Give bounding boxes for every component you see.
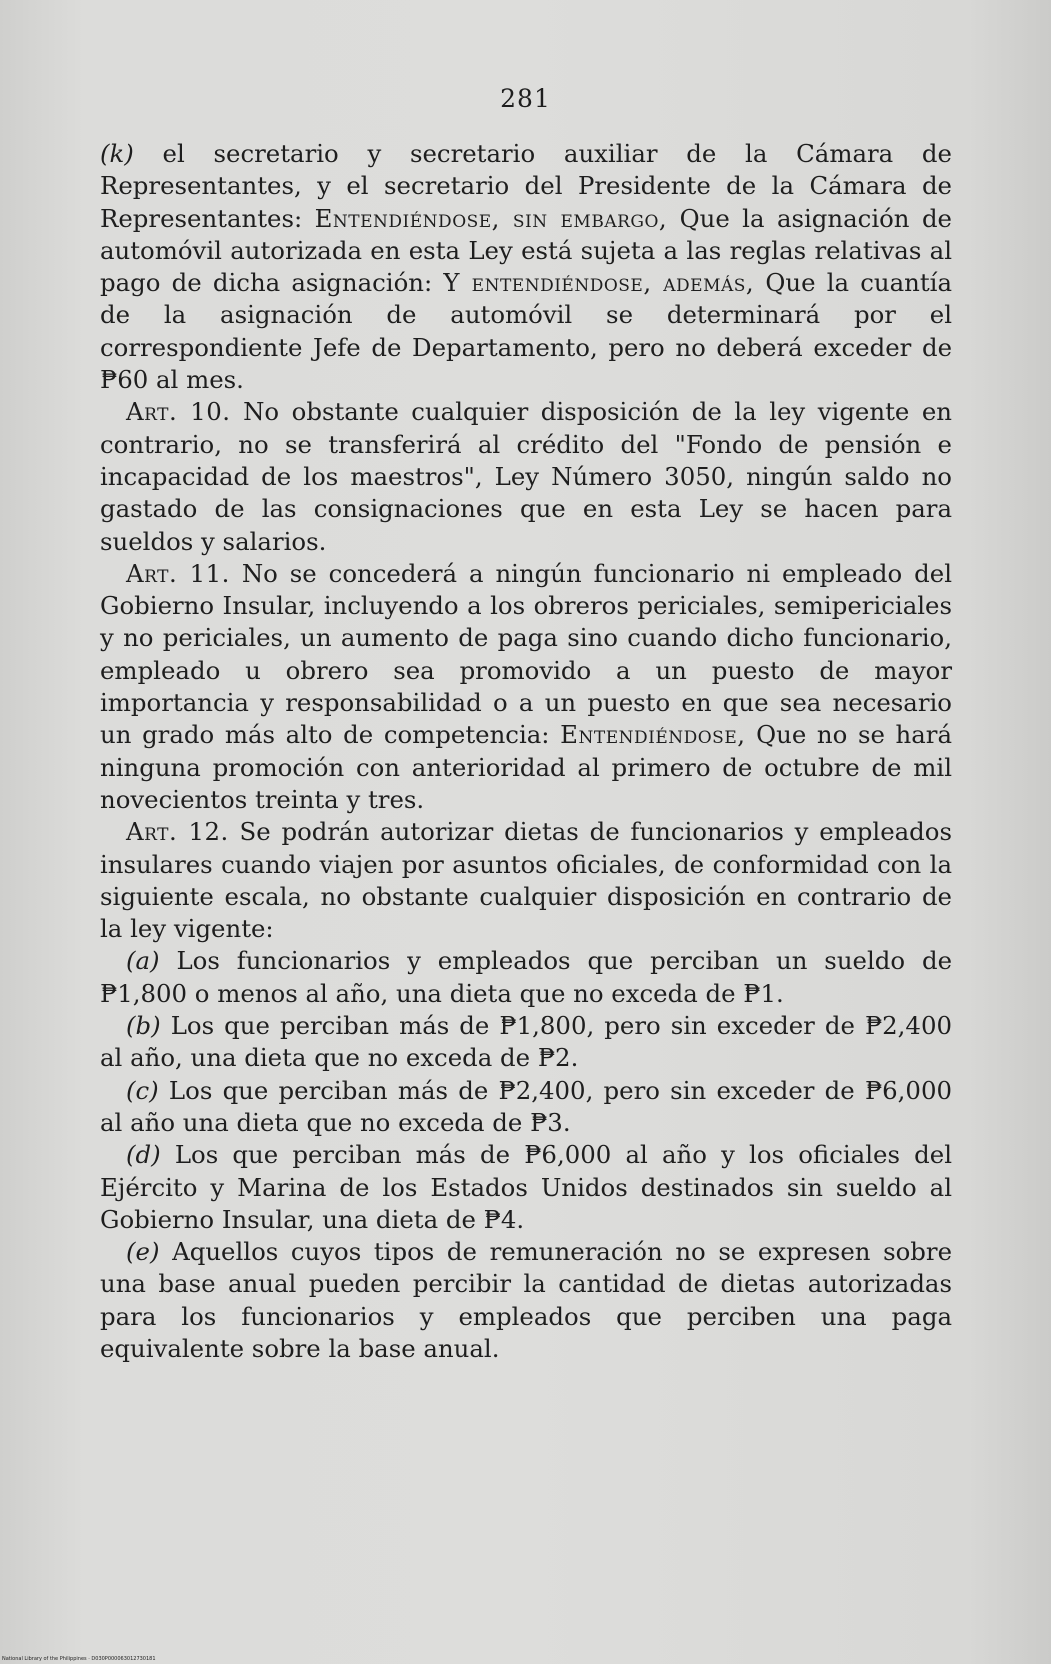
item-e [100,1236,952,1365]
body-text [100,138,952,1365]
proviso-label: Entendiéndose, [560,720,746,750]
article-text: No se concederá a ningún funcionario ni empleado del Gobierno Insular, incluyendo a los obreros periciales, semipericiales y no periciales, un aumento de paga sino cuando dicho funcionario, empleado u obrero sea promovido a un puesto de mayor importancia y responsabilidad o a un puesto en que sea necesario un grado más alto de competencia: [100,558,952,750]
article-12 [100,816,952,945]
item-c [100,1075,952,1140]
article-11 [100,558,952,816]
item-text: Los funcionarios y empleados que perciban un sueldo de ₱1,800 o menos al año, una dieta que no exceda de ₱1. [100,946,952,1008]
paragraph-text: el secretario y secretario auxiliar de la Cámara de Representantes, y el secretario del Presidente de la Cámara de Representantes: [100,139,952,233]
item-b [100,1010,952,1075]
paragraph-k [100,138,952,396]
item-marker: (d) [126,1140,161,1170]
library-footer: National Library of the Philippines · D030P000063012730181 [2,1656,156,1662]
item-text: Aquellos cuyos tipos de remuneración no se expresen sobre una base anual pueden percibir la cantidad de dietas autorizadas para los funcionarios y empleados que perciben una paga equivalente sobre la base anual. [100,1237,952,1363]
item-text: Los que perciban más de ₱2,400, pero sin exceder de ₱6,000 al año una dieta que no exceda de ₱3. [100,1075,952,1137]
article-10 [100,396,952,557]
item-a [100,945,952,1010]
item-text: Los que perciban más de ₱1,800, pero sin exceder de ₱2,400 al año, una dieta que no exceda de ₱2. [100,1011,952,1073]
item-marker: (a) [126,946,160,976]
proviso-label: Entendiéndose, sin embargo, [314,203,668,233]
item-marker: (b) [126,1011,161,1041]
item-marker: (k) [100,139,134,168]
item-marker: (e) [126,1237,160,1267]
article-label: Art. 12. [126,817,229,847]
item-text: Los que perciban más de ₱6,000 al año y los oficiales del Ejército y Marina de los Estados Unidos destinados sin sueldo al Gobierno Insular, una dieta de ₱4. [100,1140,952,1234]
paragraph-text: Que la asignación de automóvil autorizada en esta Ley está sujeta a las reglas relativas al pago de dicha asignación: [100,203,952,298]
article-label: Art. 11. [126,558,230,588]
paragraph-text: Que la cuantía de la asignación de automóvil se determinará por el correspondiente Jefe de Departamento, pero no deberá exceder de ₱60 al mes. [100,268,952,395]
item-d [100,1139,952,1236]
article-text: Se podrán autorizar dietas de funcionarios y empleados insulares cuando viajen por asuntos oficiales, de conformidad con la siguiente escala, no obstante cualquier disposición en contrario de la ley vigente: [100,817,953,944]
proviso-label: Y entendiéndose, además, [443,268,755,298]
article-label: Art. 10. [126,397,231,427]
article-text: No obstante cualquier disposición de la ley vigente en contrario, no se transferirá al crédito del "Fondo de pensión e incapacidad de los maestros", Ley Número 3050, ningún saldo no gastado de las consignaciones que en esta Ley se hacen para sueldos y salarios. [100,397,953,556]
page-number: 281 [500,84,551,113]
item-marker: (c) [126,1075,159,1105]
article-text: Que no se hará ninguna promoción con anterioridad al primero de octubre de mil novecientos treinta y tres. [100,720,953,814]
